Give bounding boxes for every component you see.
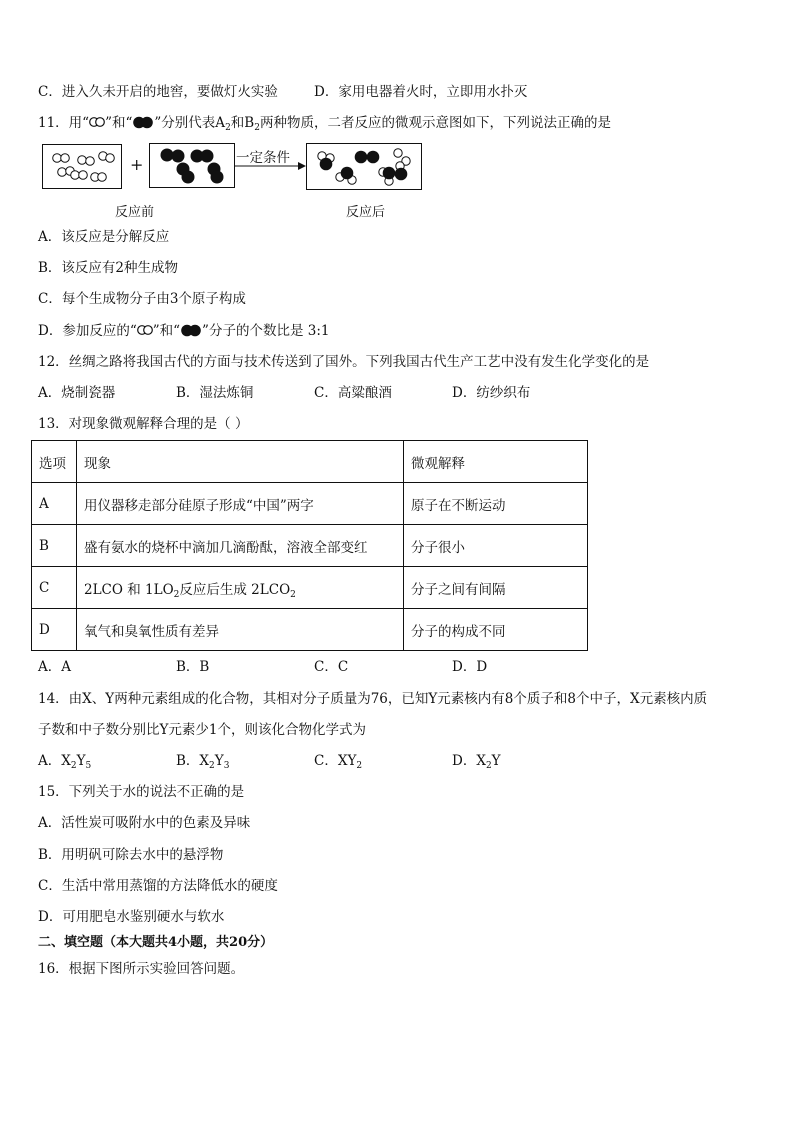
- q12-stem: 12．丝绸之路将我国古代的方面与技术传送到了国外。下列我国古代生产工艺中没有发生化学变化的是: [38, 354, 650, 370]
- table-row: [32, 609, 588, 651]
- b2-molecules-drawing: [150, 144, 234, 187]
- q15-option-a: A．活性炭可吸附水中的色素及异味: [38, 815, 251, 831]
- q13-option-b: B．B: [176, 659, 210, 675]
- table-row: [32, 483, 588, 525]
- q13-table: [31, 440, 588, 651]
- q14-stem-line2: 子数和中子数分别比Y元素少1个，则该化合物化学式为: [38, 722, 367, 738]
- q12-option-a: A．烧制瓷器: [38, 385, 116, 401]
- row-option: D: [32, 609, 77, 651]
- q15-option-c: C．生活中常用蒸馏的方法降低水的硬度: [38, 878, 278, 894]
- q13-option-a: A．A: [38, 659, 71, 675]
- row-explanation: 分子之间有间隔: [404, 567, 588, 609]
- a2-molecules-drawing: [43, 145, 121, 188]
- q12-option-c: C．高粱酿酒: [314, 385, 392, 401]
- a2-molecule-icon: [89, 116, 105, 128]
- reactant-a2-box: [42, 144, 122, 189]
- q14-option-b: B．$X_2Y_3$: [176, 753, 230, 771]
- q12-option-d: D．纺纱织布: [452, 385, 531, 401]
- q13-stem: 13．对现象微观解释合理的是（ ）: [38, 416, 249, 432]
- q16-stem: 16．根据下图所示实验回答问题。: [38, 961, 245, 977]
- q14-option-c: C．$XY_2$: [314, 753, 363, 771]
- q15-option-b: B．用明矾可除去水中的悬浮物: [38, 847, 224, 863]
- q10-option-d: D．家用电器着火时，立即用水扑灭: [314, 84, 528, 100]
- section-heading: 二、填空题（本大题共4小题，共20分）: [38, 935, 274, 950]
- q11-option-c: C．每个生成物分子由3个原子构成: [38, 291, 246, 307]
- plus-sign: +: [130, 155, 144, 174]
- row-explanation: 原子在不断运动: [404, 483, 588, 525]
- q14-stem-line1: 14．由X、Y两种元素组成的化合物，其相对分子质量为76，已知Y元素核内有8个质子和8个中子，X元素核内质: [38, 691, 708, 707]
- a2-molecule-icon: [137, 324, 153, 336]
- row-explanation: 分子的构成不同: [404, 609, 588, 651]
- b2-molecule-icon: [180, 324, 202, 337]
- reaction-condition: 一定条件: [236, 150, 290, 166]
- label-before: 反应前: [115, 205, 155, 220]
- label-after: 反应后: [346, 205, 386, 220]
- row-explanation: 分子很小: [404, 525, 588, 567]
- q11-option-a: A．该反应是分解反应: [38, 229, 170, 245]
- q14-option-a: A．$X_2Y_5$: [38, 753, 92, 771]
- table-row: [32, 567, 588, 609]
- header-option: 选项: [32, 441, 77, 483]
- product-molecules-drawing: [307, 144, 421, 189]
- row-option: C: [32, 567, 77, 609]
- header-phenomenon: 现象: [77, 441, 404, 483]
- q10-option-c: C．进入久未开启的地窖，要做灯火实验: [38, 84, 278, 100]
- q11-option-b: B．该反应有2种生成物: [38, 260, 179, 276]
- q13-option-c: C．C: [314, 659, 349, 675]
- row-phenomenon: 用仪器移走部分硅原子形成“中国”两字: [77, 483, 404, 525]
- row-phenomenon: 氧气和臭氧性质有差异: [77, 609, 404, 651]
- row-option: A: [32, 483, 77, 525]
- q13-option-d: D．D: [452, 659, 488, 675]
- table-header-row: [32, 441, 588, 483]
- q15-stem: 15．下列关于水的说法不正确的是: [38, 784, 245, 800]
- q11-option-d: D．参加反应的“ ”和“ ”分子的个数比是 3:1: [38, 323, 330, 339]
- reactant-b2-box: [149, 143, 235, 188]
- row-phenomenon: 盛有氨水的烧杯中滴加几滴酚酞，溶液全部变红: [77, 525, 404, 567]
- product-box: [306, 143, 422, 190]
- q15-option-d: D．可用肥皂水鉴别硬水与软水: [38, 909, 225, 925]
- q11-stem: 11．用“ ”和“ ”分别代表$A_2$和$B_2$两种物质，二者反应的微观示意图如下，下列说法正确的是: [38, 115, 611, 133]
- reaction-arrow-icon: [234, 161, 306, 171]
- table-row: [32, 525, 588, 567]
- header-explanation: 微观解释: [404, 441, 588, 483]
- row-option: B: [32, 525, 77, 567]
- row-phenomenon: 2LCO 和 $1LO_2$反应后生成 $2LCO_2$: [77, 567, 404, 609]
- b2-molecule-icon: [132, 116, 154, 129]
- q14-option-d: D．$X_2Y$: [452, 753, 501, 771]
- q12-option-b: B．湿法炼铜: [176, 385, 254, 401]
